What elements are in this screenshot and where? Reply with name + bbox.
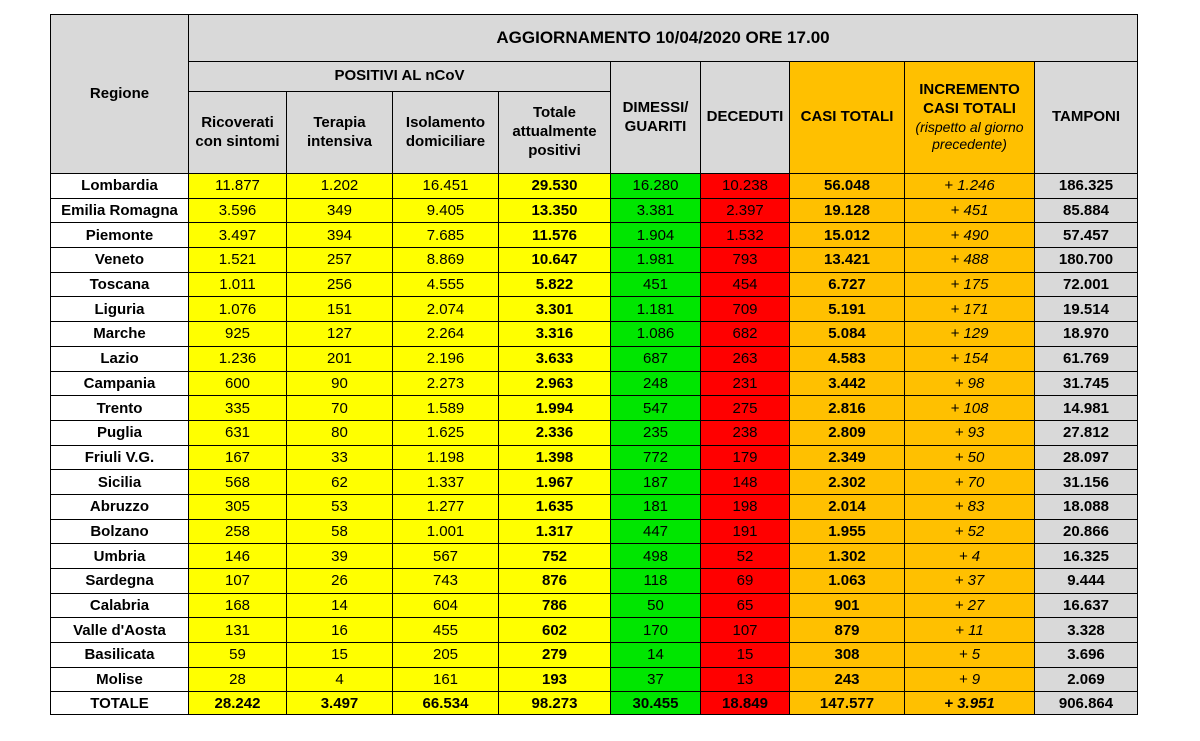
header-incremento-label: INCREMENTO CASI TOTALI: [919, 81, 1020, 117]
totale-positivi-cell: 1.967: [499, 470, 611, 495]
region-cell: Emilia Romagna: [51, 198, 189, 223]
incremento-cell: + 5: [905, 643, 1035, 668]
casi-totali-cell: 13.421: [790, 248, 905, 273]
isolamento-cell: 455: [393, 618, 499, 643]
totale-positivi-cell: 1.317: [499, 519, 611, 544]
dimessi-cell: 547: [611, 396, 701, 421]
deceduti-cell: 10.238: [701, 174, 790, 199]
dimessi-cell: 170: [611, 618, 701, 643]
tamponi-cell: 28.097: [1035, 445, 1138, 470]
deceduti-cell: 275: [701, 396, 790, 421]
tamponi-cell: 19.514: [1035, 297, 1138, 322]
table-row: [51, 346, 1138, 371]
dimessi-cell: 235: [611, 420, 701, 445]
casi-totali-cell: 901: [790, 593, 905, 618]
deceduti-cell: 107: [701, 618, 790, 643]
casi-totali-cell: 15.012: [790, 223, 905, 248]
ricoverati-cell: 3.596: [189, 198, 287, 223]
casi-totali-cell: 2.014: [790, 494, 905, 519]
terapia-cell: 1.202: [287, 174, 393, 199]
casi-totali-cell: 2.816: [790, 396, 905, 421]
totale-positivi-cell: 11.576: [499, 223, 611, 248]
isolamento-cell: 4.555: [393, 272, 499, 297]
deceduti-cell: 709: [701, 297, 790, 322]
ricoverati-cell: 335: [189, 396, 287, 421]
deceduti-cell: 13: [701, 667, 790, 692]
ricoverati-cell: 107: [189, 569, 287, 594]
totale-positivi-cell: 3.633: [499, 346, 611, 371]
casi-totali-cell: 5.191: [790, 297, 905, 322]
tamponi-cell: 3.328: [1035, 618, 1138, 643]
totale-positivi-cell: 1.398: [499, 445, 611, 470]
region-cell: Veneto: [51, 248, 189, 273]
tamponi-cell: 14.981: [1035, 396, 1138, 421]
incremento-cell: + 50: [905, 445, 1035, 470]
dimessi-cell: 1.904: [611, 223, 701, 248]
table-row: [51, 445, 1138, 470]
table-row: [51, 420, 1138, 445]
table-row: [51, 470, 1138, 495]
ricoverati-cell: 59: [189, 643, 287, 668]
region-cell: Sardegna: [51, 569, 189, 594]
region-cell: Puglia: [51, 420, 189, 445]
ricoverati-cell: 1.236: [189, 346, 287, 371]
isolamento-cell: 7.685: [393, 223, 499, 248]
totale-positivi-cell: 1.635: [499, 494, 611, 519]
isolamento-cell: 2.196: [393, 346, 499, 371]
header-totale-positivi: Totale attualmente positivi: [499, 92, 611, 174]
table-row: [51, 223, 1138, 248]
casi-totali-cell: 1.302: [790, 544, 905, 569]
isolamento-cell: 1.001: [393, 519, 499, 544]
terapia-cell: 349: [287, 198, 393, 223]
deceduti-cell: 682: [701, 322, 790, 347]
deceduti-cell: 179: [701, 445, 790, 470]
region-cell: Lazio: [51, 346, 189, 371]
incremento-cell: + 451: [905, 198, 1035, 223]
ricoverati-cell: 3.497: [189, 223, 287, 248]
deceduti-cell: 793: [701, 248, 790, 273]
isolamento-cell: 2.074: [393, 297, 499, 322]
casi-totali-cell: 2.302: [790, 470, 905, 495]
total-casi-totali-cell: 147.577: [790, 692, 905, 715]
isolamento-cell: 2.273: [393, 371, 499, 396]
region-cell: Toscana: [51, 272, 189, 297]
totale-positivi-cell: 2.336: [499, 420, 611, 445]
isolamento-cell: 205: [393, 643, 499, 668]
terapia-cell: 80: [287, 420, 393, 445]
ricoverati-cell: 631: [189, 420, 287, 445]
ricoverati-cell: 600: [189, 371, 287, 396]
ricoverati-cell: 1.076: [189, 297, 287, 322]
header-isolamento: Isolamento domiciliare: [393, 92, 499, 174]
header-positivi: POSITIVI AL nCoV: [189, 62, 611, 92]
ricoverati-cell: 131: [189, 618, 287, 643]
total-ricoverati-cell: 28.242: [189, 692, 287, 715]
deceduti-cell: 148: [701, 470, 790, 495]
terapia-cell: 4: [287, 667, 393, 692]
tamponi-cell: 3.696: [1035, 643, 1138, 668]
ricoverati-cell: 258: [189, 519, 287, 544]
deceduti-cell: 191: [701, 519, 790, 544]
table-row: [51, 544, 1138, 569]
terapia-cell: 14: [287, 593, 393, 618]
region-cell: Molise: [51, 667, 189, 692]
incremento-cell: + 11: [905, 618, 1035, 643]
casi-totali-cell: 308: [790, 643, 905, 668]
totale-positivi-cell: 752: [499, 544, 611, 569]
terapia-cell: 394: [287, 223, 393, 248]
casi-totali-cell: 19.128: [790, 198, 905, 223]
tamponi-cell: 31.156: [1035, 470, 1138, 495]
totale-positivi-cell: 13.350: [499, 198, 611, 223]
totale-positivi-cell: 193: [499, 667, 611, 692]
dimessi-cell: 181: [611, 494, 701, 519]
region-cell: Liguria: [51, 297, 189, 322]
deceduti-cell: 263: [701, 346, 790, 371]
totale-positivi-cell: 786: [499, 593, 611, 618]
isolamento-cell: 1.625: [393, 420, 499, 445]
isolamento-cell: 1.589: [393, 396, 499, 421]
incremento-cell: + 129: [905, 322, 1035, 347]
ricoverati-cell: 1.011: [189, 272, 287, 297]
region-cell: Trento: [51, 396, 189, 421]
deceduti-cell: 15: [701, 643, 790, 668]
table-row: [51, 519, 1138, 544]
terapia-cell: 256: [287, 272, 393, 297]
header-dimessi: DIMESSI/ GUARITI: [611, 62, 701, 174]
tamponi-cell: 20.866: [1035, 519, 1138, 544]
deceduti-cell: 2.397: [701, 198, 790, 223]
incremento-cell: + 98: [905, 371, 1035, 396]
region-cell: Calabria: [51, 593, 189, 618]
table-row: [51, 618, 1138, 643]
terapia-cell: 62: [287, 470, 393, 495]
ricoverati-cell: 305: [189, 494, 287, 519]
table-row: [51, 371, 1138, 396]
casi-totali-cell: 243: [790, 667, 905, 692]
dimessi-cell: 3.381: [611, 198, 701, 223]
region-cell: Umbria: [51, 544, 189, 569]
isolamento-cell: 1.198: [393, 445, 499, 470]
isolamento-cell: 1.337: [393, 470, 499, 495]
dimessi-cell: 37: [611, 667, 701, 692]
terapia-cell: 26: [287, 569, 393, 594]
terapia-cell: 58: [287, 519, 393, 544]
table-row: [51, 174, 1138, 199]
casi-totali-cell: 2.809: [790, 420, 905, 445]
deceduti-cell: 69: [701, 569, 790, 594]
region-cell: Abruzzo: [51, 494, 189, 519]
deceduti-cell: 52: [701, 544, 790, 569]
total-terapia-cell: 3.497: [287, 692, 393, 715]
totale-positivi-cell: 876: [499, 569, 611, 594]
header-terapia: Terapia intensiva: [287, 92, 393, 174]
deceduti-cell: 65: [701, 593, 790, 618]
casi-totali-cell: 3.442: [790, 371, 905, 396]
dimessi-cell: 14: [611, 643, 701, 668]
totale-positivi-cell: 10.647: [499, 248, 611, 273]
table-row: [51, 494, 1138, 519]
isolamento-cell: 8.869: [393, 248, 499, 273]
totale-positivi-cell: 29.530: [499, 174, 611, 199]
table-row: [51, 569, 1138, 594]
terapia-cell: 70: [287, 396, 393, 421]
terapia-cell: 151: [287, 297, 393, 322]
table-row: [51, 297, 1138, 322]
incremento-cell: + 490: [905, 223, 1035, 248]
total-deceduti-cell: 18.849: [701, 692, 790, 715]
header-incremento: [905, 62, 1035, 174]
incremento-cell: + 175: [905, 272, 1035, 297]
incremento-cell: + 52: [905, 519, 1035, 544]
tamponi-cell: 16.325: [1035, 544, 1138, 569]
table-body: [51, 174, 1138, 715]
casi-totali-cell: 1.063: [790, 569, 905, 594]
deceduti-cell: 198: [701, 494, 790, 519]
casi-totali-cell: 4.583: [790, 346, 905, 371]
tamponi-cell: 85.884: [1035, 198, 1138, 223]
dimessi-cell: 16.280: [611, 174, 701, 199]
totale-positivi-cell: 279: [499, 643, 611, 668]
region-cell: Bolzano: [51, 519, 189, 544]
total-totale-positivi-cell: 98.273: [499, 692, 611, 715]
isolamento-cell: 604: [393, 593, 499, 618]
tamponi-cell: 9.444: [1035, 569, 1138, 594]
dimessi-cell: 1.181: [611, 297, 701, 322]
table-row: [51, 248, 1138, 273]
table-row: [51, 643, 1138, 668]
isolamento-cell: 1.277: [393, 494, 499, 519]
ricoverati-cell: 925: [189, 322, 287, 347]
total-incremento-cell: + 3.951: [905, 692, 1035, 715]
dimessi-cell: 687: [611, 346, 701, 371]
incremento-cell: + 9: [905, 667, 1035, 692]
casi-totali-cell: 2.349: [790, 445, 905, 470]
ricoverati-cell: 168: [189, 593, 287, 618]
total-dimessi-cell: 30.455: [611, 692, 701, 715]
incremento-cell: + 93: [905, 420, 1035, 445]
dimessi-cell: 451: [611, 272, 701, 297]
total-row: [51, 692, 1138, 715]
covid-report-table-container: [50, 14, 1138, 715]
header-deceduti: DECEDUTI: [701, 62, 790, 174]
header-regione: Regione: [51, 15, 189, 174]
incremento-cell: + 37: [905, 569, 1035, 594]
incremento-cell: + 70: [905, 470, 1035, 495]
tamponi-cell: 16.637: [1035, 593, 1138, 618]
ricoverati-cell: 568: [189, 470, 287, 495]
dimessi-cell: 187: [611, 470, 701, 495]
deceduti-cell: 1.532: [701, 223, 790, 248]
covid-report-table: [50, 14, 1138, 715]
incremento-cell: + 171: [905, 297, 1035, 322]
tamponi-cell: 180.700: [1035, 248, 1138, 273]
isolamento-cell: 2.264: [393, 322, 499, 347]
table-row: [51, 396, 1138, 421]
table-row: [51, 667, 1138, 692]
header-casi-totali: CASI TOTALI: [790, 62, 905, 174]
table-row: [51, 272, 1138, 297]
table-row: [51, 322, 1138, 347]
totale-positivi-cell: 5.822: [499, 272, 611, 297]
terapia-cell: 127: [287, 322, 393, 347]
casi-totali-cell: 56.048: [790, 174, 905, 199]
isolamento-cell: 161: [393, 667, 499, 692]
table-row: [51, 593, 1138, 618]
isolamento-cell: 567: [393, 544, 499, 569]
terapia-cell: 257: [287, 248, 393, 273]
terapia-cell: 16: [287, 618, 393, 643]
casi-totali-cell: 6.727: [790, 272, 905, 297]
incremento-cell: + 27: [905, 593, 1035, 618]
region-cell: Marche: [51, 322, 189, 347]
totale-positivi-cell: 602: [499, 618, 611, 643]
tamponi-cell: 61.769: [1035, 346, 1138, 371]
incremento-cell: + 1.246: [905, 174, 1035, 199]
dimessi-cell: 1.086: [611, 322, 701, 347]
total-region-cell: TOTALE: [51, 692, 189, 715]
dimessi-cell: 772: [611, 445, 701, 470]
tamponi-cell: 18.970: [1035, 322, 1138, 347]
deceduti-cell: 454: [701, 272, 790, 297]
region-cell: Campania: [51, 371, 189, 396]
region-cell: Sicilia: [51, 470, 189, 495]
incremento-cell: + 83: [905, 494, 1035, 519]
casi-totali-cell: 5.084: [790, 322, 905, 347]
dimessi-cell: 447: [611, 519, 701, 544]
incremento-cell: + 108: [905, 396, 1035, 421]
incremento-cell: + 4: [905, 544, 1035, 569]
isolamento-cell: 9.405: [393, 198, 499, 223]
ricoverati-cell: 167: [189, 445, 287, 470]
region-cell: Valle d'Aosta: [51, 618, 189, 643]
casi-totali-cell: 879: [790, 618, 905, 643]
terapia-cell: 53: [287, 494, 393, 519]
ricoverati-cell: 146: [189, 544, 287, 569]
total-isolamento-cell: 66.534: [393, 692, 499, 715]
tamponi-cell: 18.088: [1035, 494, 1138, 519]
table-row: [51, 198, 1138, 223]
total-tamponi-cell: 906.864: [1035, 692, 1138, 715]
tamponi-cell: 31.745: [1035, 371, 1138, 396]
terapia-cell: 15: [287, 643, 393, 668]
region-cell: Lombardia: [51, 174, 189, 199]
terapia-cell: 39: [287, 544, 393, 569]
page-title: AGGIORNAMENTO 10/04/2020 ORE 17.00: [189, 15, 1138, 62]
isolamento-cell: 16.451: [393, 174, 499, 199]
header-tamponi: TAMPONI: [1035, 62, 1138, 174]
ricoverati-cell: 1.521: [189, 248, 287, 273]
header-ricoverati: Ricoverati con sintomi: [189, 92, 287, 174]
deceduti-cell: 238: [701, 420, 790, 445]
totale-positivi-cell: 2.963: [499, 371, 611, 396]
incremento-cell: + 154: [905, 346, 1035, 371]
tamponi-cell: 2.069: [1035, 667, 1138, 692]
incremento-cell: + 488: [905, 248, 1035, 273]
terapia-cell: 33: [287, 445, 393, 470]
casi-totali-cell: 1.955: [790, 519, 905, 544]
region-cell: Basilicata: [51, 643, 189, 668]
dimessi-cell: 50: [611, 593, 701, 618]
tamponi-cell: 27.812: [1035, 420, 1138, 445]
ricoverati-cell: 11.877: [189, 174, 287, 199]
ricoverati-cell: 28: [189, 667, 287, 692]
region-cell: Piemonte: [51, 223, 189, 248]
terapia-cell: 201: [287, 346, 393, 371]
deceduti-cell: 231: [701, 371, 790, 396]
totale-positivi-cell: 3.316: [499, 322, 611, 347]
dimessi-cell: 1.981: [611, 248, 701, 273]
dimessi-cell: 498: [611, 544, 701, 569]
terapia-cell: 90: [287, 371, 393, 396]
isolamento-cell: 743: [393, 569, 499, 594]
dimessi-cell: 248: [611, 371, 701, 396]
totale-positivi-cell: 3.301: [499, 297, 611, 322]
header-incremento-note: (rispetto al giorno precedente): [915, 118, 1024, 153]
totale-positivi-cell: 1.994: [499, 396, 611, 421]
region-cell: Friuli V.G.: [51, 445, 189, 470]
tamponi-cell: 186.325: [1035, 174, 1138, 199]
dimessi-cell: 118: [611, 569, 701, 594]
tamponi-cell: 72.001: [1035, 272, 1138, 297]
tamponi-cell: 57.457: [1035, 223, 1138, 248]
